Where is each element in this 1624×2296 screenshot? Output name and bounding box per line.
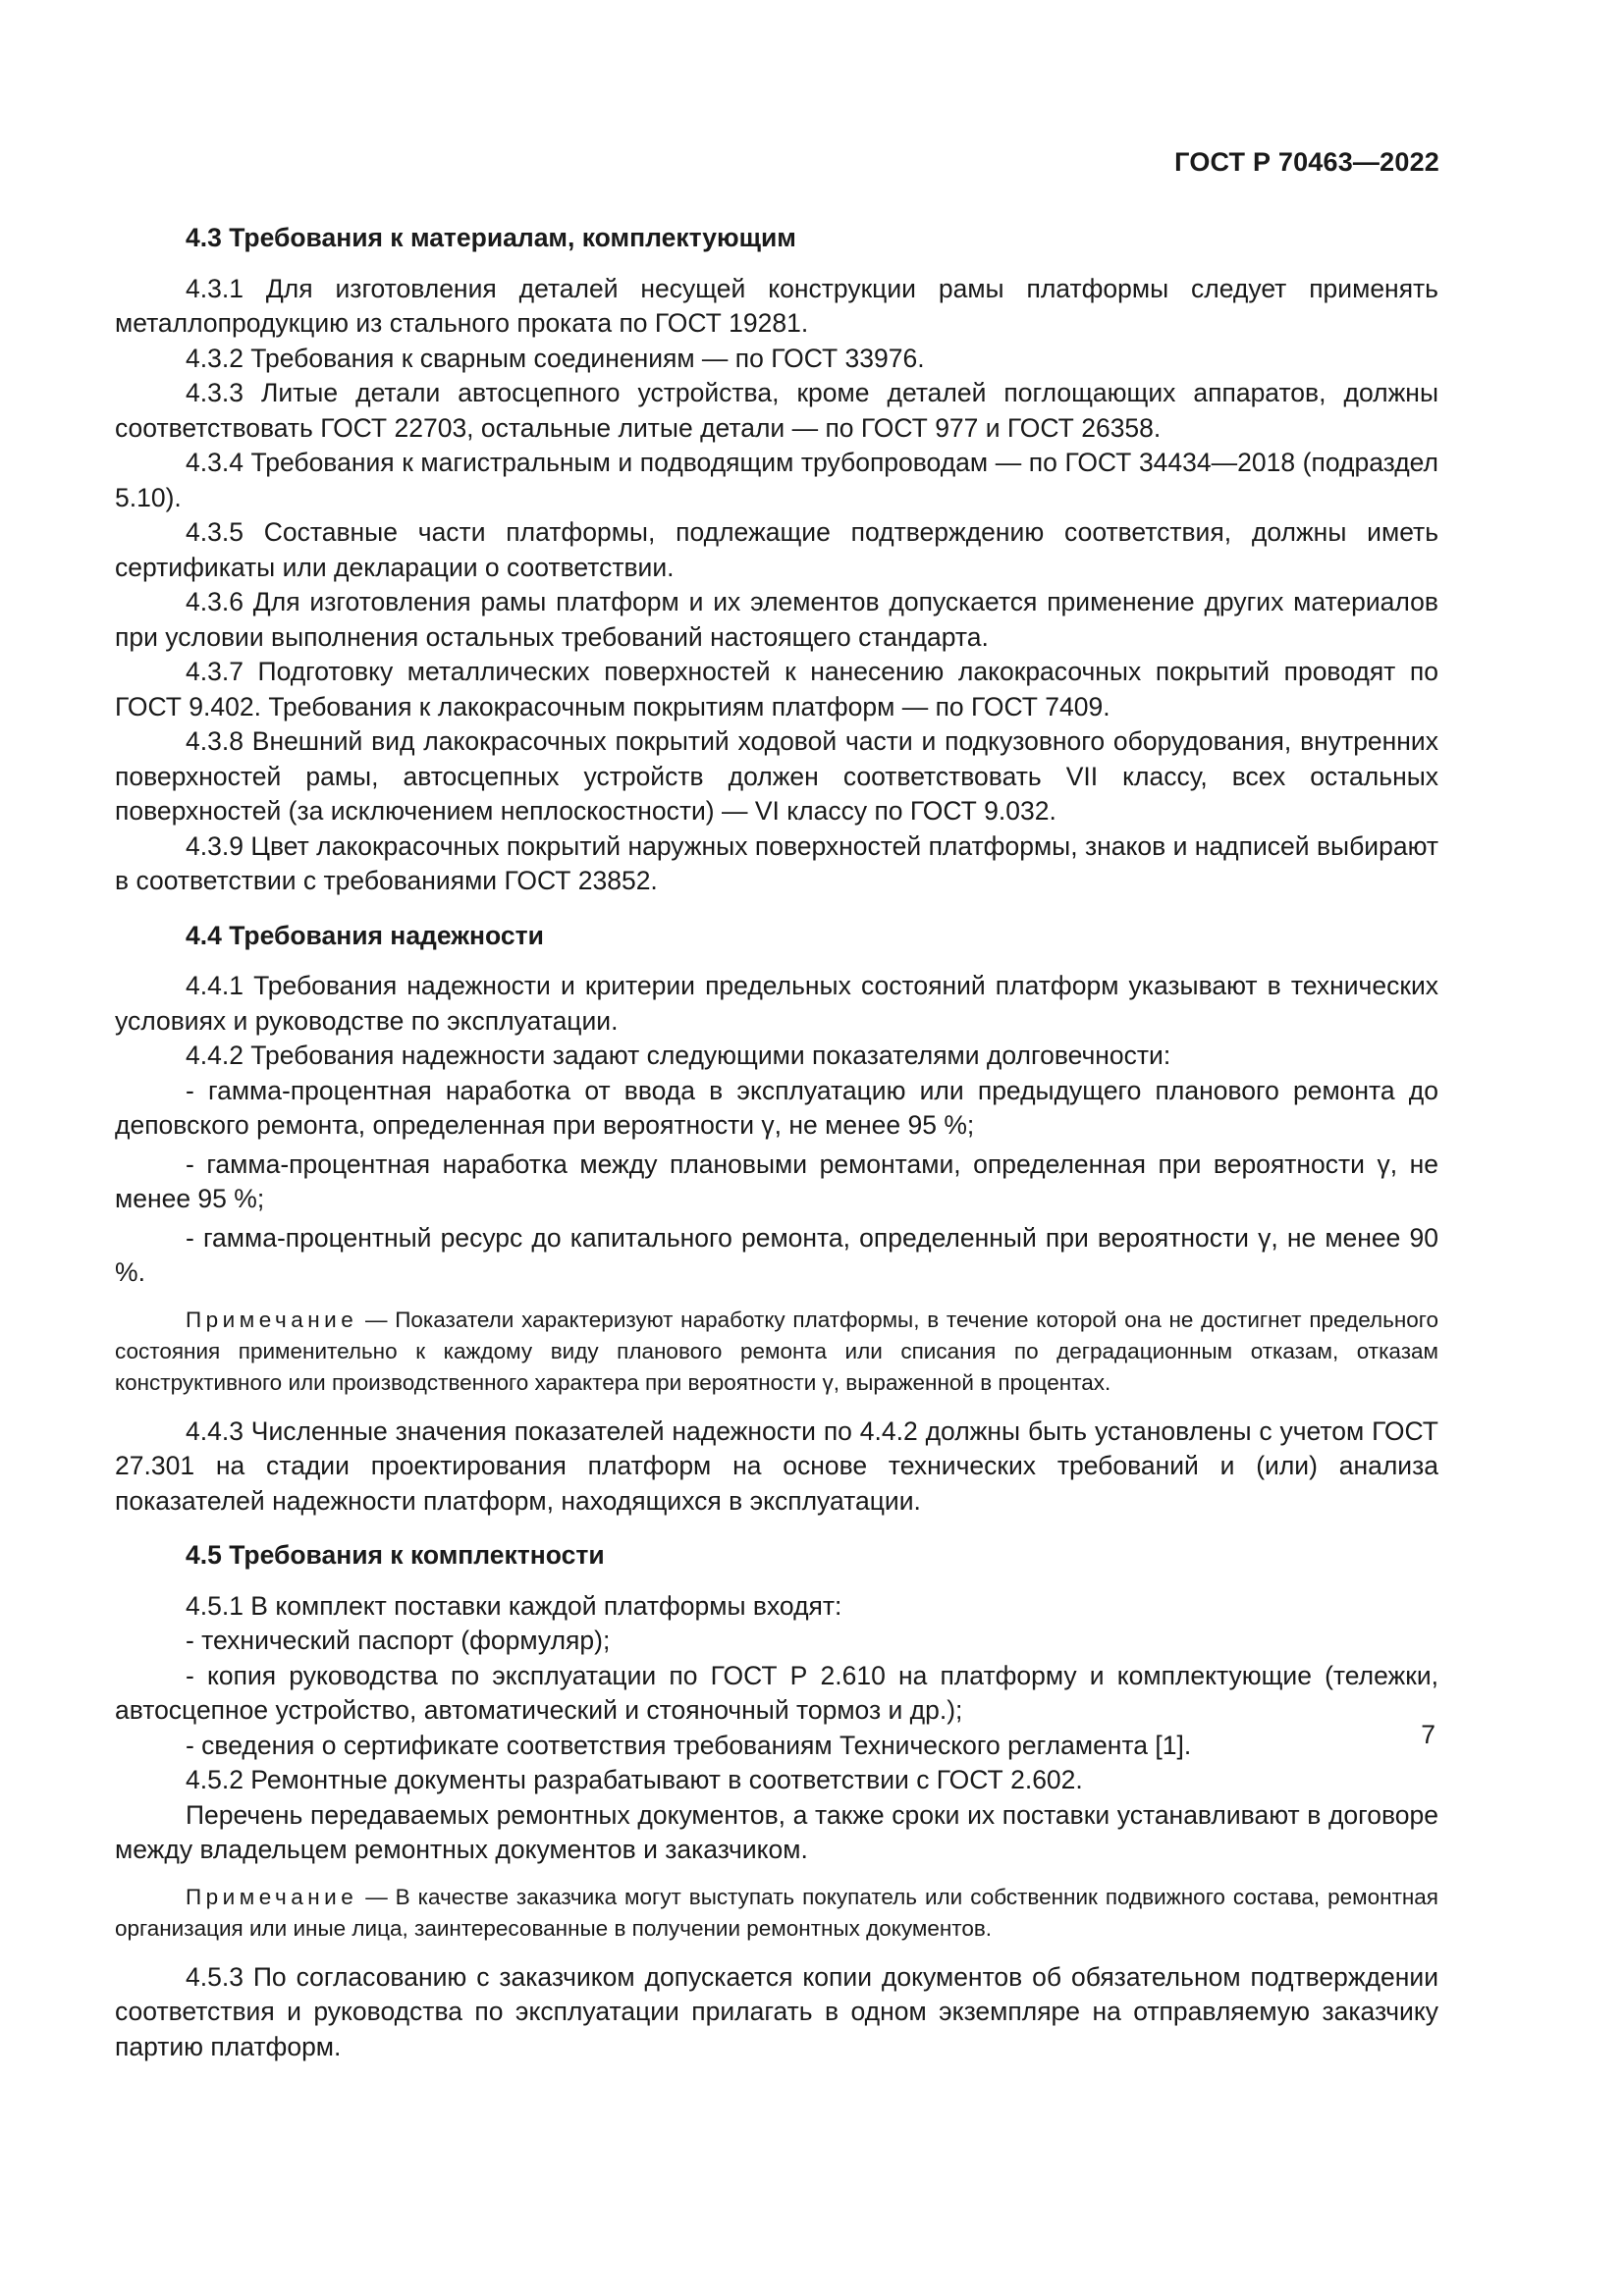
note-4-5 xyxy=(115,1882,1438,1945)
list-item: - гамма-процентная наработка от ввода в эксплуатацию или предыдущего планового ремонта до деповского ремонта, определенная при вероятности γ, не менее 95 %; xyxy=(115,1075,1438,1140)
note-text: — В качестве заказчика могут выступать покупатель или собственник подвижного состава, ремонтная организация или иные лица, заинтересованные в получении ремонтных документов. xyxy=(115,1884,1438,1941)
clause-4-3-4: 4.3.4 Требования к магистральным и подводящим трубопроводам — по ГОСТ 34434—2018 (подраздел 5.10). xyxy=(115,448,1438,512)
page-number: 7 xyxy=(1421,1720,1435,1749)
list-item: - сведения о сертификате соответствия требованиям Технического регламента [1]. xyxy=(186,1730,1192,1760)
clause-4-4-1: 4.4.1 Требования надежности и критерии предельных состояний платформ указывают в технических условиях и руководстве по эксплуатации. xyxy=(115,971,1438,1036)
clause-4-5-3: 4.5.3 По согласованию с заказчиком допускается копии документов об обязательном подтверждении соответствия и руководства по эксплуатации прилагать в одном экземпляре на отправляемую заказчику партию платформ. xyxy=(115,1961,1438,2061)
clause-4-3-1: 4.3.1 Для изготовления деталей несущей конструкции рамы платформы следует применять металлопродукцию из стального проката по ГОСТ 19281. xyxy=(115,273,1438,338)
clause-4-3-9: 4.3.9 Цвет лакокрасочных покрытий наружных поверхностей платформы, знаков и надписей выбирают в соответствии с требованиями ГОСТ 23852. xyxy=(115,830,1438,895)
note-label: Примечание xyxy=(186,1307,358,1332)
clause-4-3-5: 4.3.5 Составные части платформы, подлежащие подтверждению соответствия, должны иметь сертификаты или декларации о соответствии. xyxy=(115,517,1438,582)
list-item: - копия руководства по эксплуатации по ГОСТ Р 2.610 на платформу и комплектующие (тележки, автосцепное устройство, автоматический и стояночный тормоз и др.); xyxy=(115,1660,1438,1725)
note-4-4 xyxy=(115,1305,1438,1399)
note-text: — Показатели характеризуют наработку платформы, в течение которой она не достигнет предельного состояния применительно к каждому виду планового ремонта или списания по деградационным отказам, отказам конструктивного или производственного характера при вероятности γ, выраженной в процентах. xyxy=(115,1307,1438,1395)
clause-4-5-1: 4.5.1 В комплект поставки каждой платформы входят: xyxy=(186,1590,842,1621)
section-title-4-3: 4.3 Требования к материалам, комплектующим xyxy=(186,223,796,252)
document-id: ГОСТ Р 70463—2022 xyxy=(1174,147,1439,177)
list-item: - гамма-процентная наработка между плановыми ремонтами, определенная при вероятности γ, не менее 95 %; xyxy=(115,1148,1438,1213)
clause-4-3-7: 4.3.7 Подготовку металлических поверхностей к нанесению лакокрасочных покрытий проводят по ГОСТ 9.402. Требования к лакокрасочным покрытиям платформ — по ГОСТ 7409. xyxy=(115,657,1438,721)
document-body xyxy=(115,221,1438,2064)
note-label: Примечание xyxy=(186,1884,358,1909)
clause-4-3-6: 4.3.6 Для изготовления рамы платформ и их элементов допускается применение других материалов при условии выполнения остальных требований настоящего стандарта. xyxy=(115,587,1438,652)
clause-4-4-3: 4.4.3 Численные значения показателей надежности по 4.4.2 должны быть установлены с учетом ГОСТ 27.301 на стадии проектирования платформ на основе технических требований и (или) анализа показателей надежности платформ, находящихся в эксплуатации. xyxy=(115,1415,1438,1516)
clause-4-5-2-text: Перечень передаваемых ремонтных документов, а также сроки их поставки устанавливают в договоре между владельцем ремонтных документов и заказчиком. xyxy=(115,1799,1438,1864)
list-item: - технический паспорт (формуляр); xyxy=(186,1626,611,1655)
clause-4-3-2: 4.3.2 Требования к сварным соединениям — по ГОСТ 33976. xyxy=(186,343,925,373)
section-title-4-5: 4.5 Требования к комплектности xyxy=(186,1540,605,1570)
section-title-4-4: 4.4 Требования надежности xyxy=(186,920,544,950)
clause-4-4-2: 4.4.2 Требования надежности задают следующими показателями долговечности: xyxy=(186,1041,1171,1070)
clause-4-3-3: 4.3.3 Литые детали автосцепного устройства, кроме деталей поглощающих аппаратов, должны соответствовать ГОСТ 22703, остальные литые детали — по ГОСТ 977 и ГОСТ 26358. xyxy=(115,378,1438,443)
clause-4-5-2: 4.5.2 Ремонтные документы разрабатывают в соответствии с ГОСТ 2.602. xyxy=(186,1765,1083,1794)
clause-4-3-8: 4.3.8 Внешний вид лакокрасочных покрытий ходовой части и подкузовного оборудования, внутренних поверхностей рамы, автосцепных устройств должен соответствовать VII классу, всех остальных поверхностей (за исключением неплоскостности) — VI классу по ГОСТ 9.032. xyxy=(115,726,1438,826)
list-item: - гамма-процентный ресурс до капитального ремонта, определенный при вероятности γ, не менее 90 %. xyxy=(115,1222,1438,1287)
